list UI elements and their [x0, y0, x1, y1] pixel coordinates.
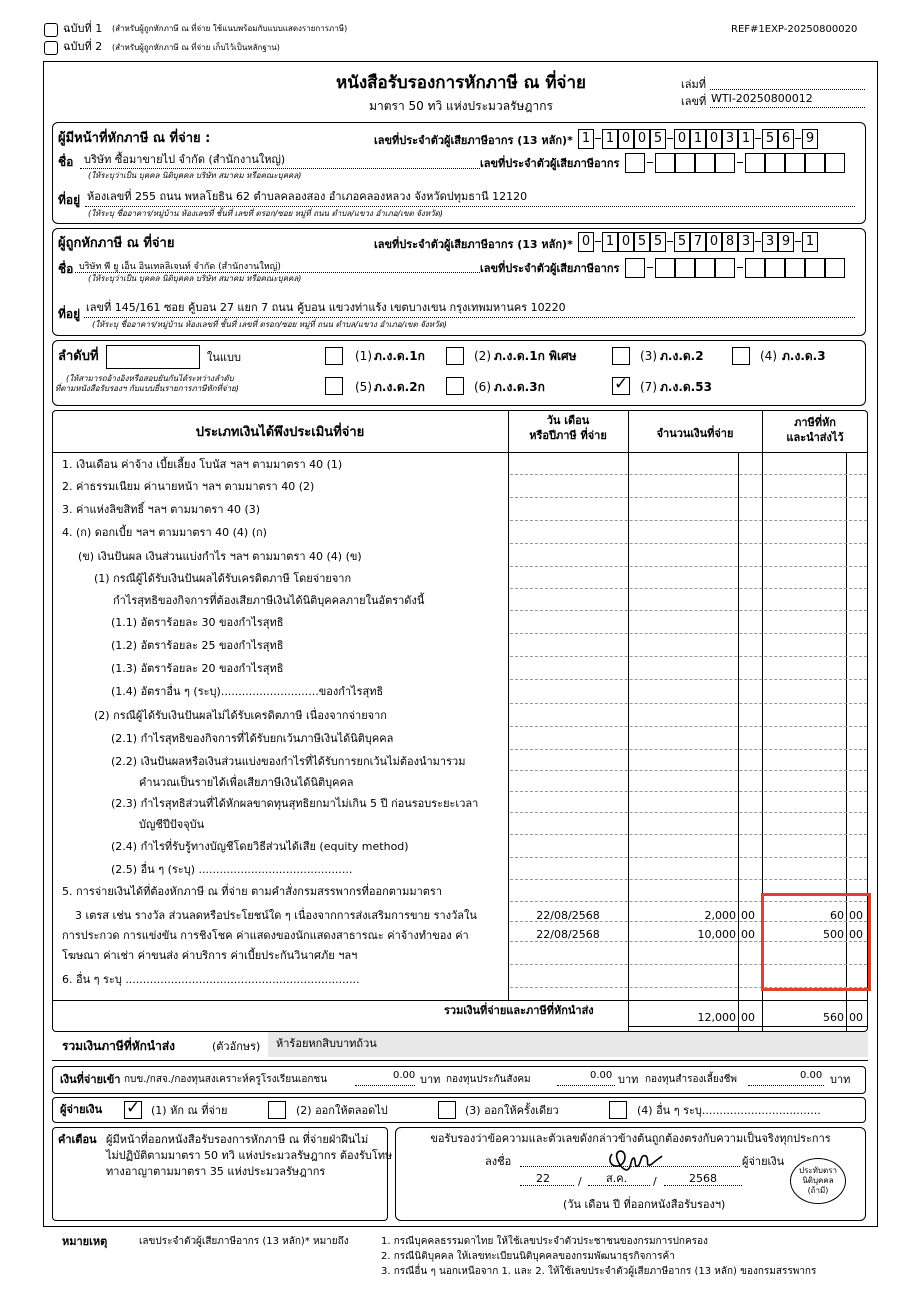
form-pnd1k-special-checkbox[interactable]	[446, 347, 464, 365]
check-mark-icon: ✓	[614, 374, 629, 394]
row-guide-line	[510, 588, 867, 589]
income-row: 2. ค่าธรรมเนียม ค่านายหน้า ฯลฯ ตามมาตรา 40 (2)	[62, 480, 315, 493]
taxid-digit: 3	[722, 129, 738, 149]
taxid-digit: 5	[762, 129, 778, 149]
warning-line: ทางอาญาตามมาตรา 35 แห่งประมวลรัษฎากร	[106, 1165, 326, 1178]
row-guide-line	[510, 770, 867, 771]
income-row: (2.4) กำไรที่รับรู้ทางบัญชีโดยวิธีส่วนได้เสีย (equity method)	[111, 840, 409, 853]
fund-text-3: กองทุนสำรองเลี้ยงชีพ	[645, 1074, 738, 1085]
form-subtitle: มาตรา 50 ทวิ แห่งประมวลรัษฎากร	[369, 99, 553, 113]
payer-taxno-boxes	[625, 153, 861, 173]
warning-line: ผู้มีหน้าที่ออกหนังสือรับรองการหักภาษี ณ ที่จ่ายฝ่าฝืนไม่	[106, 1133, 369, 1146]
fund-text-2: กองทุนประกันสังคม	[446, 1074, 531, 1085]
payee-name-label: ชื่อ	[58, 262, 74, 276]
taxno-digit-box[interactable]	[825, 258, 845, 278]
sequence-note-2: ที่ตามหนังสือรับรองฯ กับแบบยื่นรายการภาษีหักที่จ่าย)	[55, 384, 239, 393]
total-amount-sat: 00	[741, 1011, 755, 1024]
taxid-digit: 0	[674, 129, 690, 149]
issue-once-checkbox[interactable]	[438, 1101, 456, 1119]
payer-name-label: ชื่อ	[58, 155, 74, 169]
taxid-digit: 9	[802, 129, 818, 149]
income-row: (1.4) อัตราอื่น ๆ (ระบุ)............................ของกำไรสุทธิ	[111, 685, 384, 698]
taxid-digit: 0	[706, 129, 722, 149]
sequence-note-1: (ให้สามารถอ้างอิงหรือสอบยันกันได้ระหว่างลำดับ	[66, 374, 234, 383]
taxno-digit-box[interactable]	[715, 258, 735, 278]
row-guide-line	[510, 703, 867, 704]
income-row: 4. (ก) ดอกเบี้ย ฯลฯ ตามมาตรา 40 (4) (ก)	[62, 526, 267, 539]
col-income-type: ประเภทเงินได้พึงประเมินที่จ่าย	[195, 425, 365, 440]
payer-type-option: (4) อื่น ๆ ระบุ..................................	[637, 1104, 821, 1117]
row-guide-line	[510, 474, 867, 475]
copy1-label: ฉบับที่ 1	[63, 22, 103, 35]
date-slash-2: /	[653, 1175, 657, 1188]
taxno-separator	[647, 162, 653, 163]
payer-taxno-label: เลขที่ประจำตัวผู้เสียภาษีอากร	[480, 157, 620, 170]
signature-icon	[604, 1140, 664, 1176]
payer-type-option: (1) หัก ณ ที่จ่าย	[151, 1104, 228, 1117]
fund-text-1: กบข./กสจ./กองทุนสงเคราะห์ครูโรงเรียนเอกชน	[124, 1074, 328, 1085]
entry-amount-sat: 00	[741, 909, 755, 922]
taxno-digit-box[interactable]	[745, 153, 765, 173]
payer-address-label: ที่อยู่	[58, 193, 81, 207]
taxno-digit-box[interactable]	[695, 258, 715, 278]
form-pnd2k-label: ภ.ง.ด.2ก	[374, 380, 425, 394]
entry-amount: 2,000	[704, 909, 736, 922]
tax-highlight-box	[761, 893, 871, 991]
date-caption: (วัน เดือน ปี ที่ออกหนังสือรับรองฯ)	[563, 1198, 726, 1211]
taxno-digit-box[interactable]	[805, 153, 825, 173]
taxno-digit-box[interactable]	[825, 153, 845, 173]
check-mark-icon: ✓	[126, 1098, 141, 1118]
taxno-digit-box[interactable]	[625, 153, 645, 173]
sequence-label: ลำดับที่	[58, 349, 99, 364]
payee-address: เลขที่ 145/161 ซอย คู้บอน 27 แยก 7 ถนน คู้บอน แขวงท่าแร้ง เขตบางเขน กรุงเทพมหานคร 10220	[86, 301, 566, 314]
income-row: (2.1) กำไรสุทธิของกิจการที่ได้รับยกเว้นภาษีเงินได้นิติบุคคล	[111, 732, 394, 745]
warning-line: ไม่ปฏิบัติตามมาตรา 50 ทวิ แห่งประมวลรัษฎากร ต้องรับโทษ	[106, 1149, 393, 1162]
income-row: 6. อื่น ๆ ระบุ ...................................................................	[62, 973, 360, 986]
taxid-digit: 7	[690, 232, 706, 252]
taxid-digit: 0	[618, 232, 634, 252]
copy2-checkbox[interactable]	[44, 41, 58, 55]
income-row: 3. ค่าแห่งลิขสิทธิ์ ฯลฯ ตามมาตรา 40 (3)	[62, 503, 261, 516]
entry-tax: 60	[830, 909, 844, 922]
col-tax-line1: ภาษีที่หัก	[794, 416, 836, 429]
income-row: 3 เตรส เช่น รางวัล ส่วนลดหรือประโยชน์ใด ๆ เนื่องจากการส่งเสริมการขาย รางวัลใน	[75, 909, 477, 922]
form-pnd3-n: (4)	[760, 349, 777, 363]
taxid-digit: 5	[650, 129, 666, 149]
stamp-line: นิติบุคคล	[802, 1176, 834, 1185]
row-guide-line	[510, 749, 867, 750]
form-pnd2k-checkbox[interactable]	[325, 377, 343, 395]
book-label: เล่มที่	[681, 78, 707, 91]
cert-year: 2568	[689, 1172, 717, 1185]
income-row: (ข) เงินปันผล เงินส่วนแบ่งกำไร ฯลฯ ตามมาตรา 40 (4) (ข)	[78, 550, 362, 563]
income-row: (1.1) อัตราร้อยละ 30 ของกำไรสุทธิ	[111, 616, 284, 629]
remark-label: หมายเหตุ	[62, 1235, 108, 1248]
form-pnd2k-n: (5)	[355, 380, 372, 394]
form-pnd1k-special-n: (2)	[474, 349, 491, 363]
payee-taxno-label: เลขที่ประจำตัวผู้เสียภาษีอากร	[480, 262, 620, 275]
income-row: (2.2) เงินปันผลหรือเงินส่วนแบ่งของกำไรที่ได้รับการยกเว้นไม่ต้องนำมารวม	[111, 755, 466, 768]
issue-always-checkbox[interactable]	[268, 1101, 286, 1119]
taxno-digit-box[interactable]	[745, 258, 765, 278]
income-row: (1) กรณีผู้ได้รับเงินปันผลได้รับเครดิตภาษี โดยจ่ายจาก	[94, 572, 352, 585]
reference-number: REF#1EXP-20250800020	[731, 24, 858, 35]
payee-taxno-boxes	[625, 258, 861, 278]
remark-line: 3. กรณีอื่น ๆ นอกเหนือจาก 1. และ 2. ให้ใช้เลขประจำตัวผู้เสียภาษีอากร (13 หลัก) ของกรมสรรพากร	[381, 1266, 817, 1277]
taxid-digit: 9	[778, 232, 794, 252]
payer-type-option: (2) ออกให้ตลอดไป	[296, 1104, 388, 1117]
payee-name-hint: (ให้ระบุว่าเป็น บุคคล นิติบุคคล บริษัท สมาคม หรือคณะบุคคล)	[88, 274, 302, 283]
taxid-digit: 0	[618, 129, 634, 149]
total-label: รวมเงินที่จ่ายและภาษีที่หักนำส่ง	[444, 1004, 594, 1017]
entry-tax-sat: 00	[849, 909, 863, 922]
taxid-separator	[795, 138, 801, 139]
taxid-digit: 5	[634, 232, 650, 252]
row-guide-line	[510, 857, 867, 858]
taxid-separator	[595, 138, 601, 139]
payer-taxid-boxes	[578, 129, 863, 149]
form-pnd53-n: (7)	[640, 380, 657, 394]
fund-baht-3: บาท	[830, 1073, 851, 1086]
sequence-input[interactable]	[106, 345, 200, 369]
taxno-digit-box[interactable]	[655, 258, 675, 278]
row-guide-line	[510, 791, 867, 792]
row-guide-line	[510, 812, 867, 813]
taxid-separator	[595, 241, 601, 242]
other-checkbox[interactable]	[609, 1101, 627, 1119]
payer-name: บริษัท ซื้อมาขายไป จำกัด (สำนักงานใหญ่)	[84, 153, 286, 166]
income-row: 1. เงินเดือน ค่าจ้าง เบี้ยเลี้ยง โบนัส ฯลฯ ตามมาตรา 40 (1)	[62, 458, 343, 471]
taxno-digit-box[interactable]	[655, 153, 675, 173]
payer-type-option: (3) ออกให้ครั้งเดียว	[465, 1104, 559, 1117]
col-tax-line2: และนำส่งไว้	[786, 431, 844, 444]
form-pnd3k-label: ภ.ง.ด.3ก	[494, 380, 545, 394]
payer-name-hint: (ให้ระบุว่าเป็น บุคคล นิติบุคคล บริษัท สมาคม หรือคณะบุคคล)	[88, 171, 302, 180]
income-row: (2) กรณีผู้ได้รับเงินปันผลไม่ได้รับเครดิตภาษี เนื่องจากจ่ายจาก	[94, 709, 387, 722]
taxno-separator	[737, 162, 743, 163]
withhold-checkbox[interactable]	[124, 1098, 142, 1119]
taxno-separator	[647, 267, 653, 268]
taxid-digit: 5	[674, 232, 690, 252]
remark-line: 2. กรณีนิติบุคคล ให้เลขทะเบียนนิติบุคคลของกรมพัฒนาธุรกิจการค้า	[381, 1251, 675, 1262]
taxid-separator	[667, 241, 673, 242]
taxid-digit: 0	[634, 129, 650, 149]
taxno-digit-box[interactable]	[715, 153, 735, 173]
income-row: (2.5) อื่น ๆ (ระบุ) ............................................	[111, 863, 353, 876]
form-pnd2-n: (3)	[640, 349, 657, 363]
payer-taxid-label: เลขที่ประจำตัวผู้เสียภาษีอากร (13 หลัก)*	[374, 134, 573, 147]
total-amount: 12,000	[697, 1011, 736, 1024]
form-pnd3k-checkbox[interactable]	[446, 377, 464, 395]
taxid-digit: 6	[778, 129, 794, 149]
payer-address: ห้องเลขที่ 255 ถนน พหลโยธิน 62 ตำบลคลองสอง อำเภอคลองหลวง จังหวัดปทุมธานี 12120	[87, 190, 528, 203]
taxid-separator	[795, 241, 801, 242]
taxid-digit: 1	[690, 129, 706, 149]
taxno-digit-box[interactable]	[625, 258, 645, 278]
copy1-note: (สำหรับผู้ถูกหักภาษี ณ ที่จ่าย ใช้แนบพร้อมกับแบบแสดงรายการภาษี)	[112, 24, 348, 33]
cert-day: 22	[536, 1172, 550, 1185]
col-date-line1: วัน เดือน	[546, 414, 590, 427]
income-row: (2.3) กำไรสุทธิส่วนที่ได้หักผลขาดทุนสุทธิยกมาไม่เกิน 5 ปี ก่อนรอบระยะเวลา	[111, 797, 479, 810]
payer-sign-label: ผู้จ่ายเงิน	[742, 1155, 785, 1168]
taxid-digit: 8	[722, 232, 738, 252]
col-amount: จำนวนเงินที่จ่าย	[656, 427, 734, 440]
taxno-digit-box[interactable]	[785, 153, 805, 173]
taxid-digit: 3	[738, 232, 754, 252]
certify-text: ขอรับรองว่าข้อความและตัวเลขดังกล่าวข้างต้นถูกต้องตรงกับความเป็นจริงทุกประการ	[430, 1132, 831, 1145]
fund-baht-1: บาท	[420, 1073, 441, 1086]
form-pnd3k-n: (6)	[474, 380, 491, 394]
cert-month: ส.ค.	[606, 1172, 628, 1185]
form-pnd1k-special-label: ภ.ง.ด.1ก พิเศษ	[494, 349, 577, 363]
form-pnd3-checkbox[interactable]	[732, 347, 750, 365]
row-guide-line	[510, 610, 867, 611]
income-row: โฆษณา ค่าเช่า ค่าขนส่ง ค่าบริการ ค่าเบี้ยประกันวินาศภัย ฯลฯ	[62, 949, 358, 962]
taxid-separator	[755, 241, 761, 242]
income-row: คำนวณเป็นรายได้เพื่อเสียภาษีเงินได้นิติบุคคล	[139, 776, 354, 789]
payee-taxid-boxes	[578, 232, 863, 252]
taxno-digit-box[interactable]	[765, 258, 785, 278]
taxid-digit: 5	[650, 232, 666, 252]
form-pnd53-label: ภ.ง.ด.53	[660, 380, 712, 394]
date-slash-1: /	[578, 1175, 582, 1188]
entry-amount: 10,000	[697, 928, 736, 941]
copy1-checkbox[interactable]	[44, 23, 58, 37]
words-suffix: (ตัวอักษร)	[212, 1040, 261, 1053]
taxid-separator	[755, 138, 761, 139]
payee-heading: ผู้ถูกหักภาษี ณ ที่จ่าย	[58, 236, 175, 251]
warning-label: คำเตือน	[58, 1133, 97, 1146]
taxid-digit: 1	[578, 129, 594, 149]
taxid-digit: 1	[802, 232, 818, 252]
total-tax-sat: 00	[849, 1011, 863, 1024]
row-guide-line	[510, 520, 867, 521]
taxno-digit-box[interactable]	[805, 258, 825, 278]
form-pnd2-checkbox[interactable]	[612, 347, 630, 365]
taxid-separator	[667, 138, 673, 139]
form-pnd1k-label: ภ.ง.ด.1ก	[374, 349, 425, 363]
row-guide-line	[510, 566, 867, 567]
total-tax: 560	[823, 1011, 844, 1024]
row-guide-line	[510, 497, 867, 498]
row-guide-line	[510, 726, 867, 727]
form-title: หนังสือรับรองการหักภาษี ณ ที่จ่าย	[336, 73, 586, 93]
payee-taxid-label: เลขที่ประจำตัวผู้เสียภาษีอากร (13 หลัก)*	[374, 238, 573, 251]
taxno-digit-box[interactable]	[695, 153, 715, 173]
payer-heading: ผู้มีหน้าที่หักภาษี ณ ที่จ่าย :	[58, 131, 211, 146]
fund-baht-2: บาท	[618, 1073, 639, 1086]
taxid-digit: 1	[602, 232, 618, 252]
doc-no-label: เลขที่	[681, 95, 707, 108]
entry-tax: 500	[823, 928, 844, 941]
words-label: รวมเงินภาษีที่หักนำส่ง	[62, 1039, 176, 1053]
income-row: 5. การจ่ายเงินได้ที่ต้องหักภาษี ณ ที่จ่าย ตามคำสั่งกรมสรรพากรที่ออกตามมาตรา	[62, 885, 442, 898]
row-guide-line	[510, 633, 867, 634]
copy2-note: (สำหรับผู้ถูกหักภาษี ณ ที่จ่าย เก็บไว้เป็นหลักฐาน)	[112, 43, 280, 52]
stamp-line: (ถ้ามี)	[807, 1186, 829, 1195]
form-pnd3-label: ภ.ง.ด.3	[782, 349, 826, 363]
form-pnd53-checkbox[interactable]	[612, 374, 630, 395]
fund-value-1: 0.00	[393, 1070, 416, 1081]
row-guide-line	[510, 679, 867, 680]
payee-name: บริษัท พี ยู เอ็น อินเทลลิเจนท์ จำกัด (สำนักงานใหญ่)	[79, 262, 281, 272]
fund-value-3: 0.00	[800, 1070, 823, 1081]
payer-address-hint: (ให้ระบุ ชื่ออาคาร/หมู่บ้าน ห้องเลขที่ ชั้นที่ เลขที่ ตรอก/ซอย หมู่ที่ ถนน ตำบล/แขวง อำเภอ/เขต จังหวัด)	[88, 209, 443, 218]
in-form-label: ในแบบ	[207, 351, 241, 364]
remark-line: 1. กรณีบุคคลธรรมดาไทย ให้ใช้เลขประจำตัวประชาชนของกรมการปกครอง	[381, 1236, 708, 1247]
fund-label: เงินที่จ่ายเข้า	[60, 1073, 121, 1086]
form-pnd2-label: ภ.ง.ด.2	[660, 349, 704, 363]
fund-value-2: 0.00	[590, 1070, 613, 1081]
row-guide-line	[510, 656, 867, 657]
row-guide-line	[510, 879, 867, 880]
income-row: (1.2) อัตราร้อยละ 25 ของกำไรสุทธิ	[111, 639, 284, 652]
taxid-digit: 1	[738, 129, 754, 149]
doc-no-value: WTI-20250800012	[711, 92, 813, 105]
remark-text: เลขประจำตัวผู้เสียภาษีอากร (13 หลัก)* หมายถึง	[139, 1236, 349, 1247]
income-row: (1.3) อัตราร้อยละ 20 ของกำไรสุทธิ	[111, 662, 284, 675]
entry-date: 22/08/2568	[536, 909, 600, 922]
taxno-digit-box[interactable]	[675, 153, 695, 173]
taxno-digit-box[interactable]	[765, 153, 785, 173]
taxid-digit: 0	[578, 232, 594, 252]
col-date-line2: หรือปีภาษี ที่จ่าย	[529, 429, 607, 442]
taxid-digit: 3	[762, 232, 778, 252]
entry-date: 22/08/2568	[536, 928, 600, 941]
form-pnd1k-checkbox[interactable]	[325, 347, 343, 365]
taxno-digit-box[interactable]	[675, 258, 695, 278]
stamp-line: ประทับตรา	[798, 1166, 837, 1175]
words-value: ห้าร้อยหกสิบบาทถ้วน	[276, 1037, 377, 1050]
payer-type-label: ผู้จ่ายเงิน	[60, 1103, 103, 1116]
taxid-digit: 0	[706, 232, 722, 252]
payee-address-label: ที่อยู่	[58, 307, 81, 321]
entry-amount-sat: 00	[741, 928, 755, 941]
income-row: การประกวด การแข่งขัน การชิงโชค ค่าแสดงของนักแสดงสาธารณะ ค่าจ้างทำของ ค่า	[62, 929, 469, 942]
copy2-label: ฉบับที่ 2	[63, 40, 103, 53]
payee-address-hint: (ให้ระบุ ชื่ออาคาร/หมู่บ้าน ห้องเลขที่ ชั้นที่ เลขที่ ตรอก/ซอย หมู่ที่ ถนน ตำบล/แขวง อำเภอ/เขต จังหวัด)	[92, 320, 447, 329]
income-row: บัญชีปีปัจจุบัน	[139, 818, 205, 831]
sign-label: ลงชื่อ	[485, 1155, 512, 1168]
form-pnd1k-n: (1)	[355, 349, 372, 363]
taxno-digit-box[interactable]	[785, 258, 805, 278]
taxid-digit: 1	[602, 129, 618, 149]
row-guide-line	[510, 834, 867, 835]
taxno-separator	[737, 267, 743, 268]
entry-tax-sat: 00	[849, 928, 863, 941]
row-guide-line	[510, 543, 867, 544]
income-row: กำไรสุทธิของกิจการที่ต้องเสียภาษีเงินได้นิติบุคคลภายในอัตราดังนี้	[113, 594, 425, 607]
